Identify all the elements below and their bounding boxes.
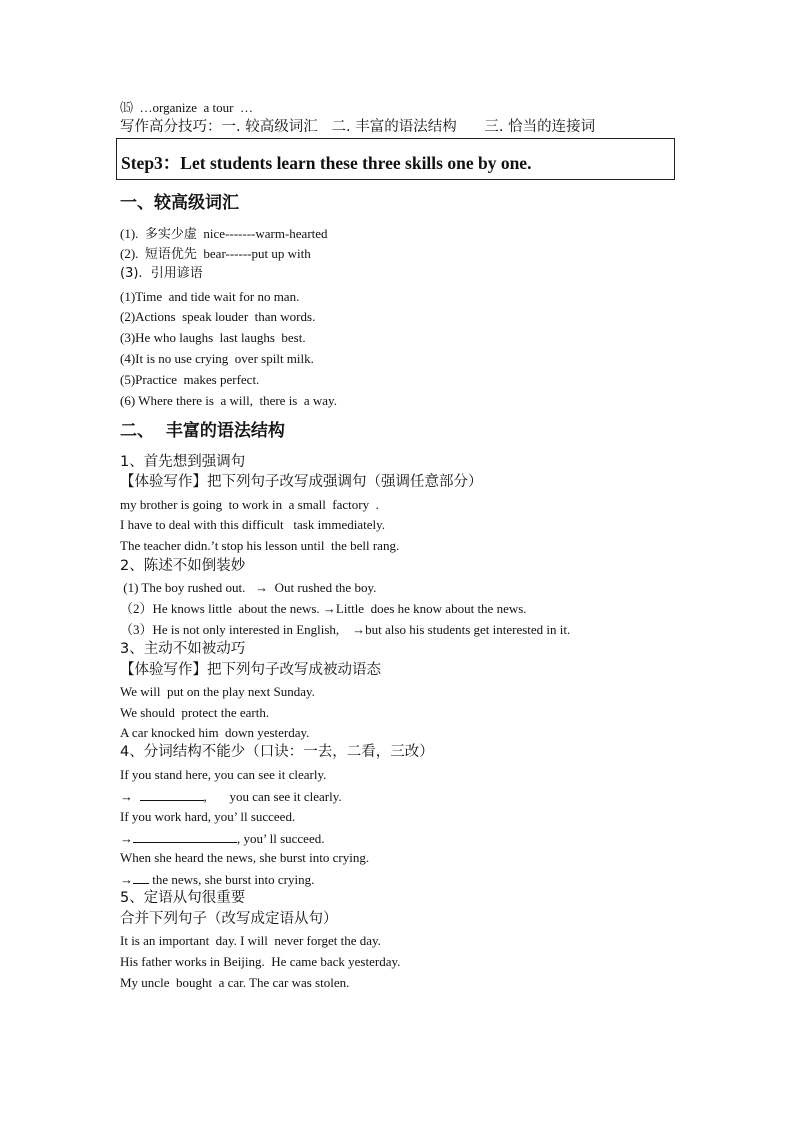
subsection-3-heading: 3、主动不如被动巧 <box>120 641 246 657</box>
proverb-6: (6) Where there is a will, there is a way. <box>120 393 337 408</box>
vocab-item-1: (1). 多实少虚 nice-------warm-hearted <box>120 226 328 241</box>
arrow-prefix: → <box>120 872 133 887</box>
answer-blank[interactable] <box>133 830 237 843</box>
proverb-2: (2)Actions speak louder than words. <box>120 309 316 324</box>
proverb-1: (1)Time and tide wait for no man. <box>120 289 300 304</box>
exercise-sentence: my brother is going to work in a small factory . <box>120 497 379 512</box>
vocab-item-2: (2). 短语优先 bear------put up with <box>120 246 311 261</box>
exercise-instruction-passive: 【体验写作】把下列句子改写成被动语态 <box>120 662 381 678</box>
inversion-example-2: （2）He knows little about the news. →Little does he know about the news. <box>120 601 527 616</box>
exercise-sentence: It is an important day. I will never forget the day. <box>120 933 381 948</box>
vocab-item-3: (3). 引用谚语 <box>120 266 203 281</box>
fill-in-line <box>120 788 342 805</box>
answer-blank[interactable] <box>140 788 204 801</box>
exercise-sentence: My uncle bought a car. The car was stolen. <box>120 975 350 990</box>
step3-box <box>116 138 675 180</box>
fill-in-rest: the news, she burst into crying. <box>149 872 315 887</box>
step3-heading: Step3：Let students learn these three skills one by one. <box>121 153 532 173</box>
answer-blank[interactable] <box>133 871 149 884</box>
subsection-2-heading: 2、陈述不如倒装妙 <box>120 558 246 574</box>
fill-in-line <box>120 830 324 847</box>
proverb-5: (5)Practice makes perfect. <box>120 372 260 387</box>
exercise-sentence: When she heard the news, she burst into crying. <box>120 850 370 865</box>
arrow-prefix: → <box>120 789 140 804</box>
fill-in-rest: , you’ ll succeed. <box>237 831 325 846</box>
arrow-prefix: → <box>120 831 133 846</box>
exercise-sentence: We will put on the play next Sunday. <box>120 684 315 699</box>
subsection-1-heading: 1、首先想到强调句 <box>120 454 246 470</box>
exercise-sentence: If you stand here, you can see it clearly. <box>120 767 327 782</box>
exercise-sentence: If you work hard, you’ ll succeed. <box>120 809 296 824</box>
proverb-4: (4)It is no use crying over spilt milk. <box>120 351 314 366</box>
item-15-organize-a-tour: ⒂ …organize a tour … <box>120 100 253 115</box>
section-1-heading: 一、较高级词汇 <box>120 193 239 213</box>
exercise-sentence: The teacher didn.’t stop his lesson until the bell rang. <box>120 538 400 553</box>
exercise-instruction-relative-clause: 合并下列句子（改写成定语从句） <box>120 911 338 927</box>
inversion-example-3: （3）He is not only interested in English, →but also his students get interested in it. <box>120 622 571 637</box>
exercise-sentence: His father works in Beijing. He came back yesterday. <box>120 954 401 969</box>
fill-in-line <box>120 871 314 888</box>
proverb-3: (3)He who laughs last laughs best. <box>120 330 306 345</box>
subsection-5-heading: 5、定语从句很重要 <box>120 890 246 906</box>
exercise-instruction-emphatic: 【体验写作】把下列句子改写成强调句（强调任意部分） <box>120 474 483 490</box>
exercise-sentence: A car knocked him down yesterday. <box>120 725 310 740</box>
exercise-sentence: I have to deal with this difficult task immediately. <box>120 517 385 532</box>
section-2-heading: 二、 丰富的语法结构 <box>120 421 285 441</box>
exercise-sentence: We should protect the earth. <box>120 705 270 720</box>
fill-in-rest: , you can see it clearly. <box>203 789 342 804</box>
subsection-4-heading: 4、分词结构不能少（口诀：一去，二看，三改） <box>120 744 434 760</box>
inversion-example-1: (1) The boy rushed out. → Out rushed the boy. <box>120 580 377 595</box>
writing-tips-line: 写作高分技巧：一. 较高级词汇 二. 丰富的语法结构 三. 恰当的连接词 <box>120 119 596 135</box>
